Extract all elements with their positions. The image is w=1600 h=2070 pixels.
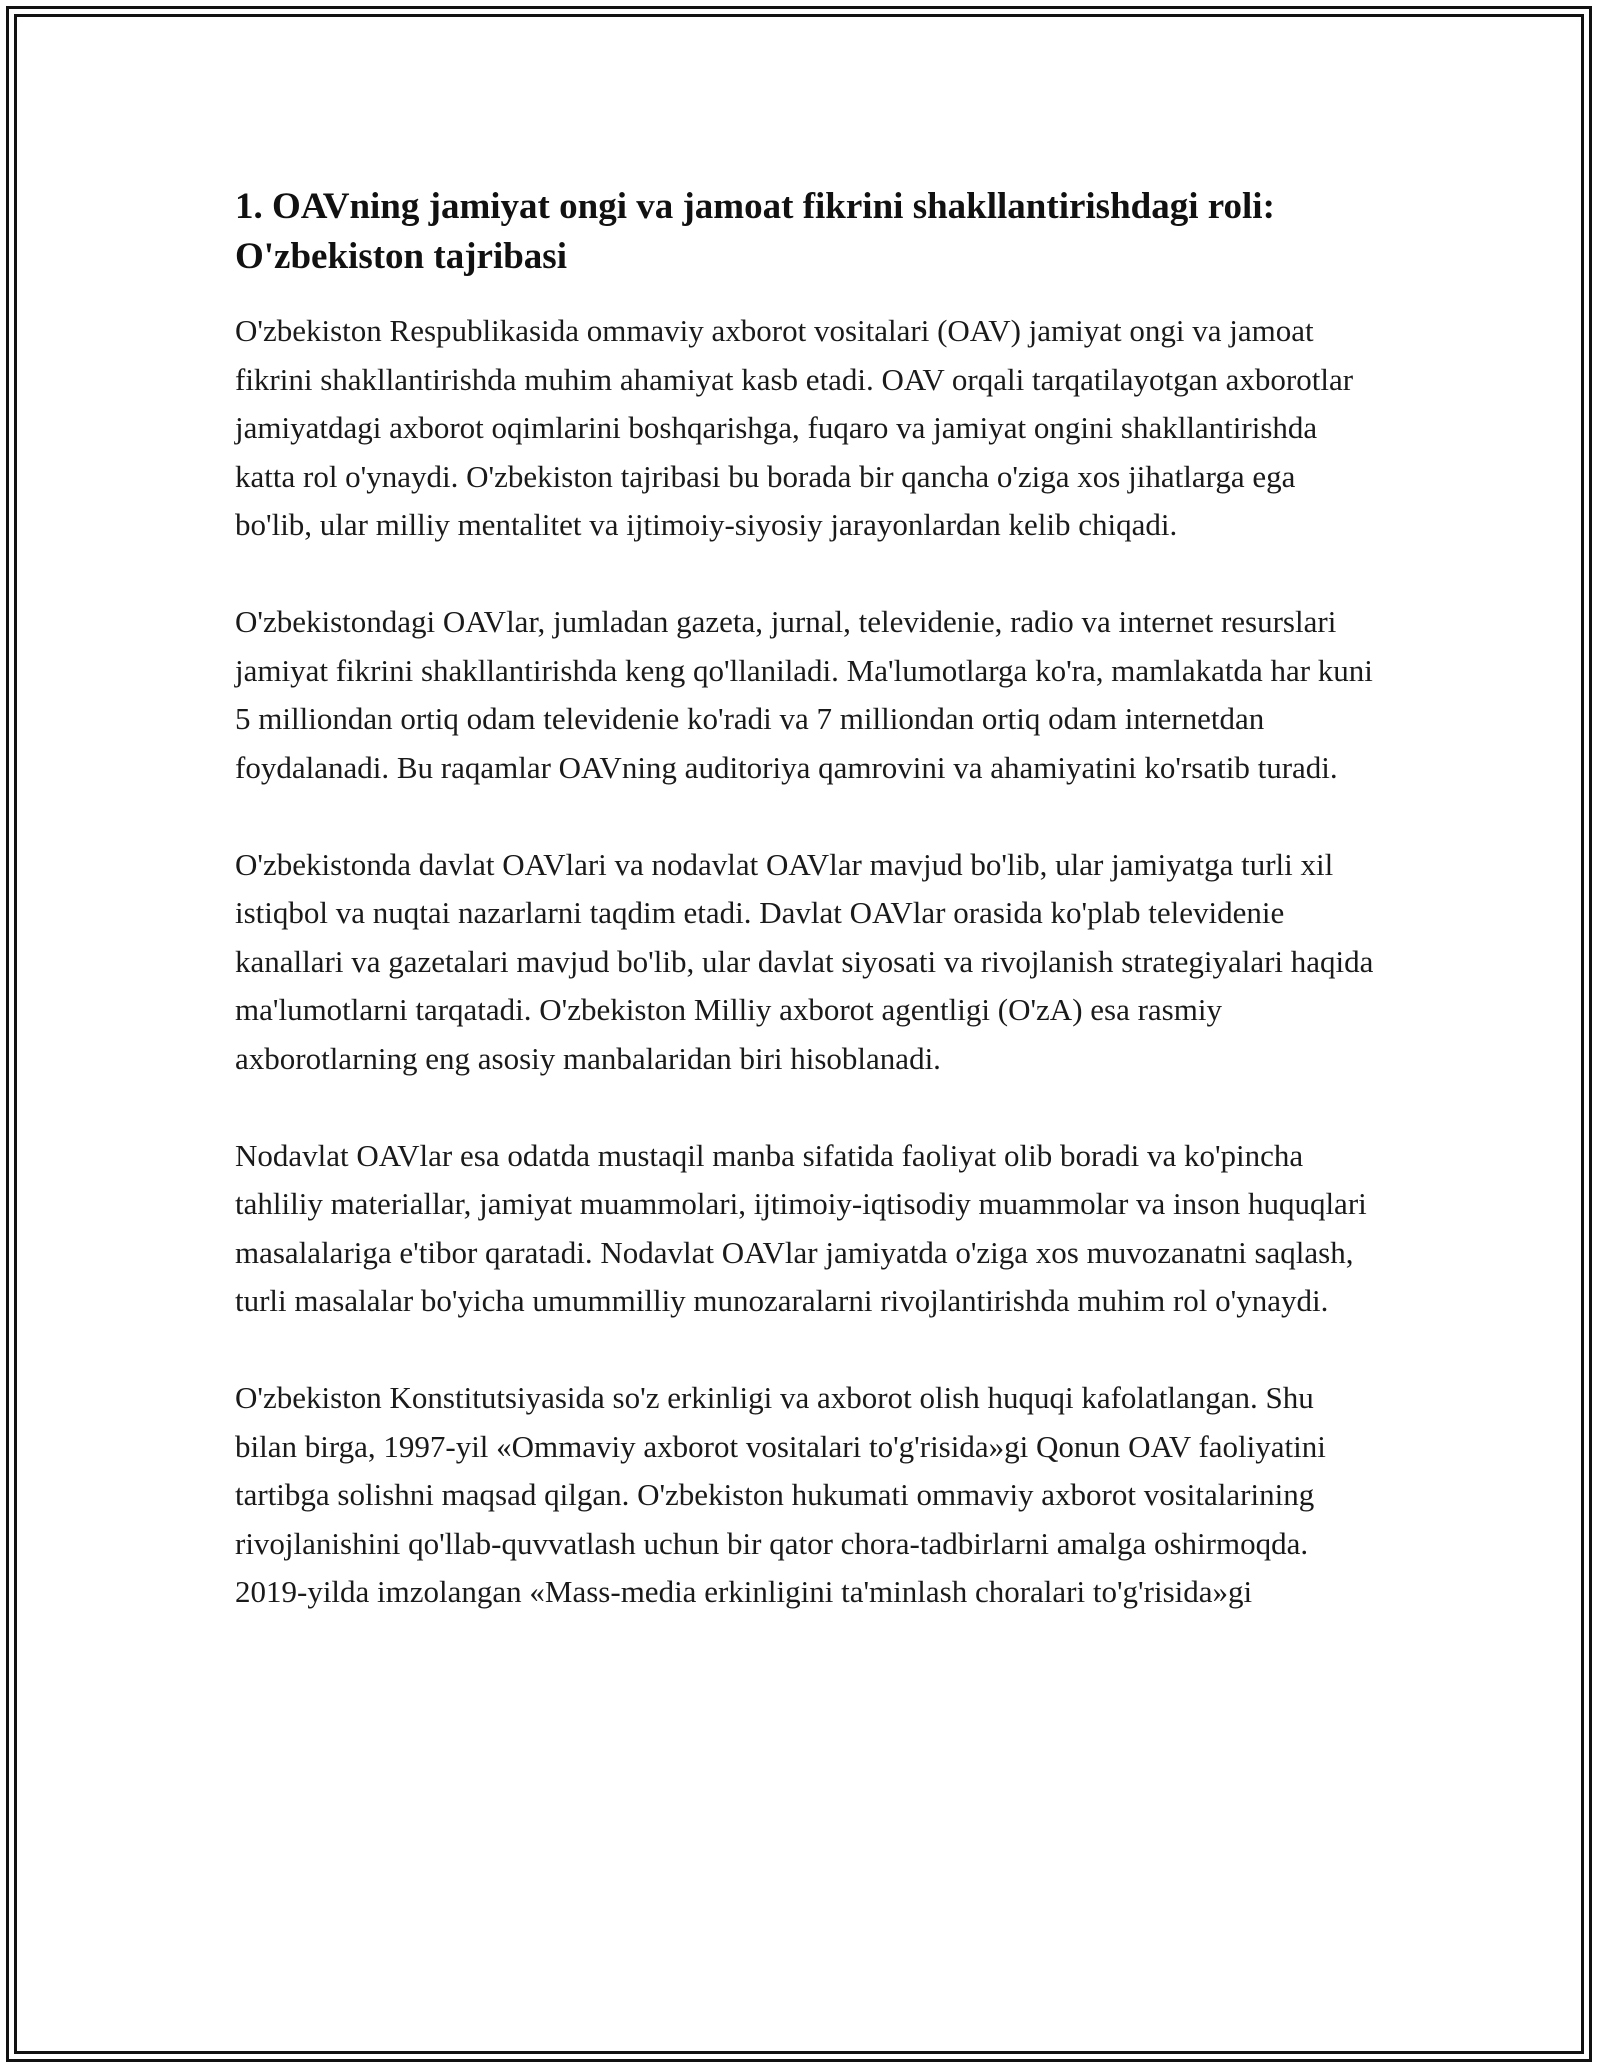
paragraph-3: O'zbekistonda davlat OAVlari va nodavlat OAVlar mavjud bo'lib, ular jamiyatga turli xil istiqbol va nuqtai nazarlarni taqdim etadi. Davlat OAVlar orasida ko'plab televidenie kanallari va gazetalari mavjud bo'lib, ular davlat siyosati va rivojlanish strategiyalari haqida ma'lumotlarni tarqatadi. O'zbekiston Milliy axborot agentligi (O'zA) esa rasmiy axborotlarning eng asosiy manbalaridan biri hisoblanadi. xyxy=(235,846,1374,1076)
paragraph-4: Nodavlat OAVlar esa odatda mustaqil manba sifatida faoliyat olib boradi va ko'pincha tahliliy materiallar, jamiyat muammolari, ijtimoiy-iqtisodiy muammolar va inson huquqlari masalalariga e'tibor qaratadi. Nodavlat OAVlar jamiyatda o'ziga xos muvozanatni saqlash, turli masalalar bo'yicha umummilliy munozaralarni rivojlantirishda muhim rol o'ynaydi. xyxy=(235,1137,1367,1318)
paragraph-1: O'zbekiston Respublikasida ommaviy axborot vositalari (OAV) jamiyat ongi va jamoat fikrini shakllantirishda muhim ahamiyat kasb etadi. OAV orqali tarqatilayotgan axborotlar jamiyatdagi axborot oqimlarini boshqarishga, fuqaro va jamiyat ongini shakllantirishda katta rol o'ynaydi. O'zbekiston tajribasi bu borada bir qancha o'ziga xos jihatlarga ega bo'lib, ular milliy mentalitet va ijtimoiy-siyosiy jarayonlardan kelib chiqadi. xyxy=(235,313,1354,542)
section-heading: 1. OAVning jamiyat ongi va jamoat fikrini shakllantirishdagi roli: O'zbekiston tajribasi xyxy=(235,186,1275,277)
paragraph-2: O'zbekistondagi OAVlar, jumladan gazeta, jurnal, televidenie, radio va internet resurslari jamiyat fikrini shakllantirishda keng qo'llaniladi. Ma'lumotlarga ko'ra, mamlakatda har kuni 5 milliondan ortiq odam televidenie ko'radi va 7 milliondan ortiq odam internetdan foydalanadi. Bu raqamlar OAVning auditoriya qamrovini va ahamiyatini ko'rsatib turadi. xyxy=(235,604,1373,785)
document-body xyxy=(235,182,1375,1665)
paragraph-5: O'zbekiston Konstitutsiyasida so'z erkinligi va axborot olish huquqi kafolatlangan. Shu bilan birga, 1997-yil «Ommaviy axborot vositalari to'g'risida»gi Qonun OAV faoliyatini tartibga solishni maqsad qilgan. O'zbekiston hukumati ommaviy axborot vositalarining rivojlanishini qo'llab-quvvatlash uchun bir qator chora-tadbirlarni amalga oshirmoqda. 2019-yilda imzolangan «Mass-media erkinligini ta'minlash choralari to'g'risida»gi xyxy=(235,1380,1326,1609)
